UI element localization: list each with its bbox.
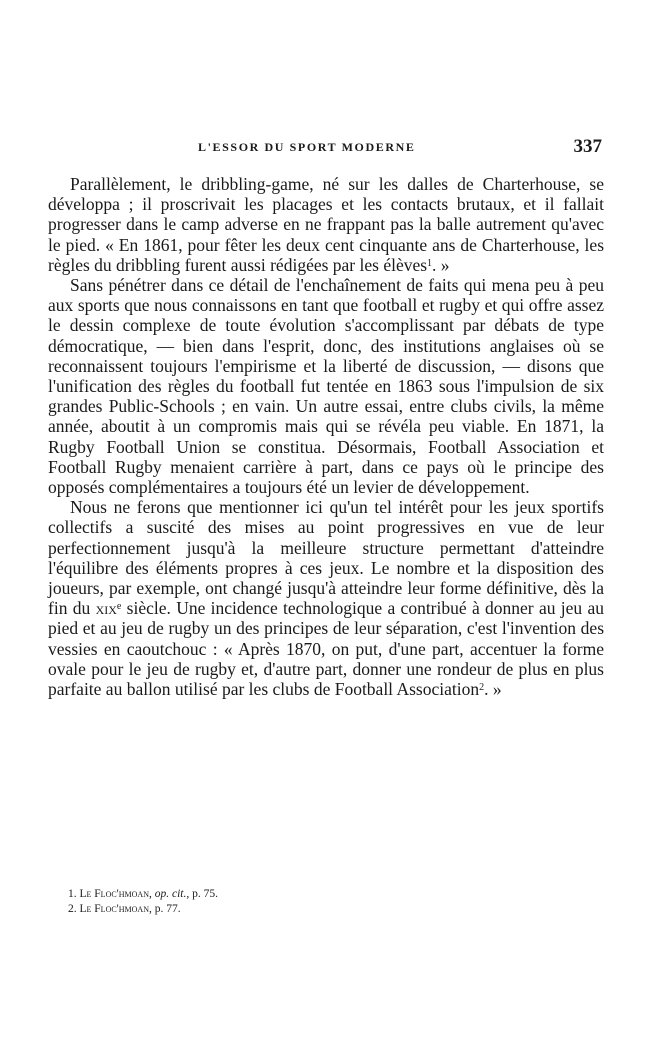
running-title: L'ESSOR DU SPORT MODERNE (198, 140, 416, 154)
body-text (48, 174, 604, 699)
page-header (48, 136, 604, 160)
paragraph-1 (48, 174, 604, 275)
paragraph-2 (48, 275, 604, 497)
century-numeral: xix (95, 598, 117, 619)
paragraph-3-text-before: Nous ne ferons que mentionner ici qu'un tel intérêt pour les jeux sportifs collectifs a suscité des mises au point progressives en vue de leur perfectionnement jusqu'à la meilleure structure permettant d'atteindre l'équilibre des éléments propres à ces jeux. Le nombre et la disposition des joueurs, par exemple, ont changé jusqu'à atteindre leur forme définitive, dès la fin du (48, 497, 604, 619)
footnote-reference: op. cit., (154, 888, 190, 900)
paragraph-3-text: siècle. Une incidence technologique a contribué à donner au jeu au pied et au jeu de rugby un des principes de leur séparation, c'est l'invention des vessies en caoutchouc : « Après 1870, on put, d'une part, accentuer la forme ovale pour le jeu de rugby et, d'autre part, donner une rondeur de plus en plus parfaite au ballon utilisé par les clubs de Football Association (48, 598, 604, 700)
century-superscript: e (116, 601, 122, 613)
footnote-author: Le Floc'hmoan, (79, 888, 152, 900)
paragraph-1-text: Parallèlement, le dribbling-game, né sur les dalles de Charterhouse, se développa ; il proscrivait les placages et les contacts brutaux, et il fallait progresser dans le camp adverse en ne frappant pas la balle autrement qu'avec le pied. « En 1861, pour fêter les deux cent cinquante ans de Charterhouse, les règles du dribbling furent aussi rédigées par les élèves (48, 174, 604, 275)
page-number: 337 (573, 136, 602, 157)
footnote-page: p. 75. (192, 888, 218, 900)
footnote-ref-1: 1 (427, 257, 433, 269)
paragraph-3 (48, 497, 604, 699)
footnote-page: p. 77. (154, 903, 181, 915)
footnote-author: Le Floc'hmoan, (79, 903, 152, 915)
footnote-1 (68, 887, 488, 902)
paragraph-3-tail: . » (484, 679, 502, 700)
footnote-2 (68, 902, 488, 917)
footnote-number: 1. (68, 888, 77, 900)
paragraph-1-tail: . » (432, 254, 450, 275)
footnote-number: 2. (68, 903, 77, 915)
paragraph-2-text: Sans pénétrer dans ce détail de l'enchaînement de faits qui mena peu à peu aux sports que nous connaissons en tant que football et rugby et qui offre assez le dessin complexe de toute évolution s'accomplissant par débats de type démocratique, — bien dans l'esprit, donc, des institutions anglaises où se reconnaissent toujours l'empirisme et la liberté de discussion, — disons que l'unification des règles du football fut tentée en 1863 sous l'impulsion de six grandes Public-Schools ; en vain. Un autre essai, entre clubs civils, la même année, aboutit à un compromis mais qui se révéla peu viable. En 1871, la Rugby Football Union se constitua. Désormais, Football Association et Football Rugby menaient carrière à part, dans ce pays où le principe des opposés complémentaires a toujours été un levier de développement. (48, 275, 604, 498)
footnote-ref-2: 2 (479, 682, 485, 694)
footnotes (68, 887, 488, 917)
